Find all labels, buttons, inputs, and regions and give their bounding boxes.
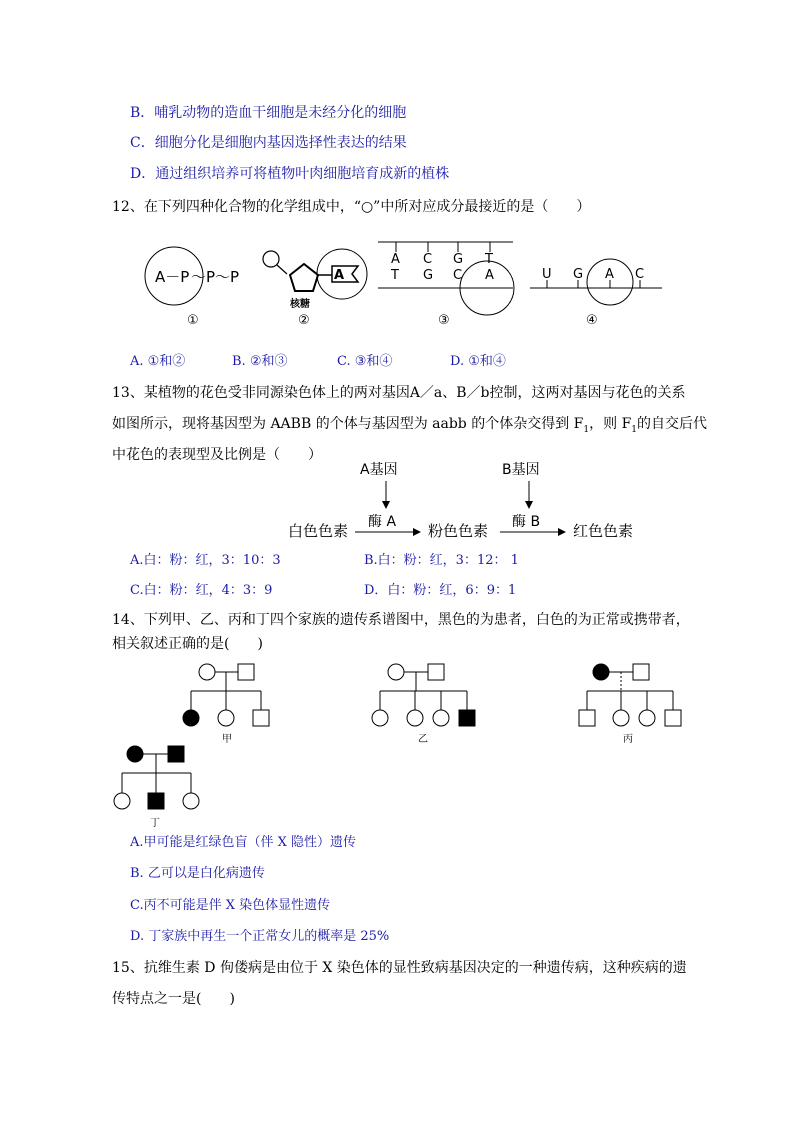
q14-option-b: B. 乙可以是白化病遗传 [130, 866, 265, 881]
q11-option-d: D．通过组织培养可将植物叶肉细胞培育成新的植株 [130, 166, 450, 182]
q12-fig3-bot-4: A [485, 268, 494, 283]
q14-option-a: A.甲可能是红绿色盲（伴 X 隐性）遗传 [130, 835, 357, 850]
q13-enzyme-b: 酶 B [512, 514, 541, 530]
q13-stem-line2-a: 如图所示，现将基因型为 AABB 的个体与基因型为 aabb 的个体杂交得到 F [112, 416, 584, 432]
q12-option-d: D. ①和④ [450, 354, 506, 369]
q11-option-b: B．哺乳动物的造血干细胞是未经分化的细胞 [130, 105, 407, 121]
q12-stem: 12、在下列四种化合物的化学组成中，“○”中所对应成分最接近的是（ ） [112, 199, 591, 215]
q12-fig3 [378, 242, 514, 315]
q12-fig4 [530, 259, 662, 305]
q13-sub-f1-a: 1 [583, 424, 590, 435]
q12-fig4-base-4: C [635, 267, 645, 282]
q12-fig3-top-4: T [485, 252, 493, 267]
q12-option-b: B. ②和③ [232, 354, 288, 369]
q13-red-pigment: 红色色素 [573, 522, 634, 540]
q12-fig4-base-3: A [605, 267, 614, 282]
pedigree-ding [114, 746, 199, 809]
q15-stem-line1: 15、抗维生素 D 佝偻病是由位于 X 染色体的显性致病基因决定的一种遗传病，这种疾病的遗 [112, 960, 687, 976]
pedigree-bing [579, 664, 681, 726]
q14-stem-line2: 相关叙述正确的是( ) [112, 636, 263, 652]
q12-num-1: ① [187, 313, 199, 328]
q12-option-c: C. ③和④ [337, 354, 393, 369]
q12-fig2 [263, 249, 367, 310]
pedigree-label-yi: 乙 [418, 734, 428, 745]
q12-figure [140, 230, 680, 330]
q13-gene-a: A基因 [360, 462, 398, 478]
q13-stem-line1: 13、某植物的花色受非同源染色体上的两对基因A／a、B／b控制，这两对基因与花色的关系 [112, 385, 686, 401]
q13-enzyme-a: 酶 A [368, 514, 397, 530]
q12-fig3-top-1: A [391, 252, 400, 267]
q12-num-3: ③ [438, 313, 450, 328]
q12-fig2-base: A [334, 268, 345, 283]
q14-pedigree-figure [100, 655, 700, 830]
pedigree-label-jia: 甲 [222, 734, 232, 745]
q13-stem-line3: 中花色的表现型及比例是（ ） [112, 447, 322, 463]
q13-stem-line2-c: 的自交后代 [637, 416, 708, 432]
pedigree-yi [372, 664, 475, 726]
q12-option-a: A. ①和② [130, 354, 186, 369]
q13-sub-f1-b: 1 [631, 424, 638, 435]
q12-fig3-bot-3: C [453, 268, 463, 283]
q12-num-4: ④ [586, 313, 598, 328]
pedigree-label-bing: 丙 [623, 734, 633, 745]
q13-gene-b: B基因 [502, 462, 540, 478]
q12-num-2: ② [298, 313, 310, 328]
q13-option-a: A.白：粉：红，3：10：3 [130, 553, 281, 568]
q13-option-b: B.白：粉：红，3：12： 1 [364, 553, 519, 568]
q12-fig4-base-2: G [573, 267, 584, 282]
q13-pathway-figure [280, 456, 680, 548]
q13-pink-pigment: 粉色色素 [428, 522, 489, 540]
q12-fig1 [145, 247, 239, 305]
q13-stem-line2 [112, 415, 707, 439]
q12-fig4-base-1: U [542, 267, 552, 282]
q14-option-c: C.丙不可能是伴 X 染色体显性遗传 [130, 898, 331, 913]
q12-fig1-rest: ～P～P [191, 268, 240, 286]
pedigree-label-ding: 丁 [150, 818, 160, 829]
q13-stem-line2-b: ，则 F [589, 416, 632, 432]
q15-stem-line2: 传特点之一是( ) [112, 991, 235, 1007]
q12-fig3-bot-2: G [423, 268, 434, 283]
q14-stem-line1: 14、下列甲、乙、丙和丁四个家族的遗传系谱图中，黑色的为患者，白色的为正常或携带者， [112, 612, 690, 628]
q13-option-c: C.白：粉：红，4：3：9 [130, 583, 273, 598]
q12-fig1-text: A－P [155, 268, 190, 286]
q12-fig2-label: 核糖 [290, 299, 310, 310]
pedigree-jia [183, 664, 269, 726]
q14-option-d: D. 丁家族中再生一个正常女儿的概率是 25% [130, 929, 390, 944]
q12-fig3-bot-1: T [391, 268, 399, 283]
q11-option-c: C．细胞分化是细胞内基因选择性表达的结果 [130, 135, 407, 151]
q12-fig3-top-2: C [423, 252, 433, 267]
q13-white-pigment: 白色色素 [288, 522, 349, 540]
q13-option-d: D．白：粉：红，6：9：1 [364, 583, 517, 598]
q12-fig3-top-3: G [453, 252, 464, 267]
